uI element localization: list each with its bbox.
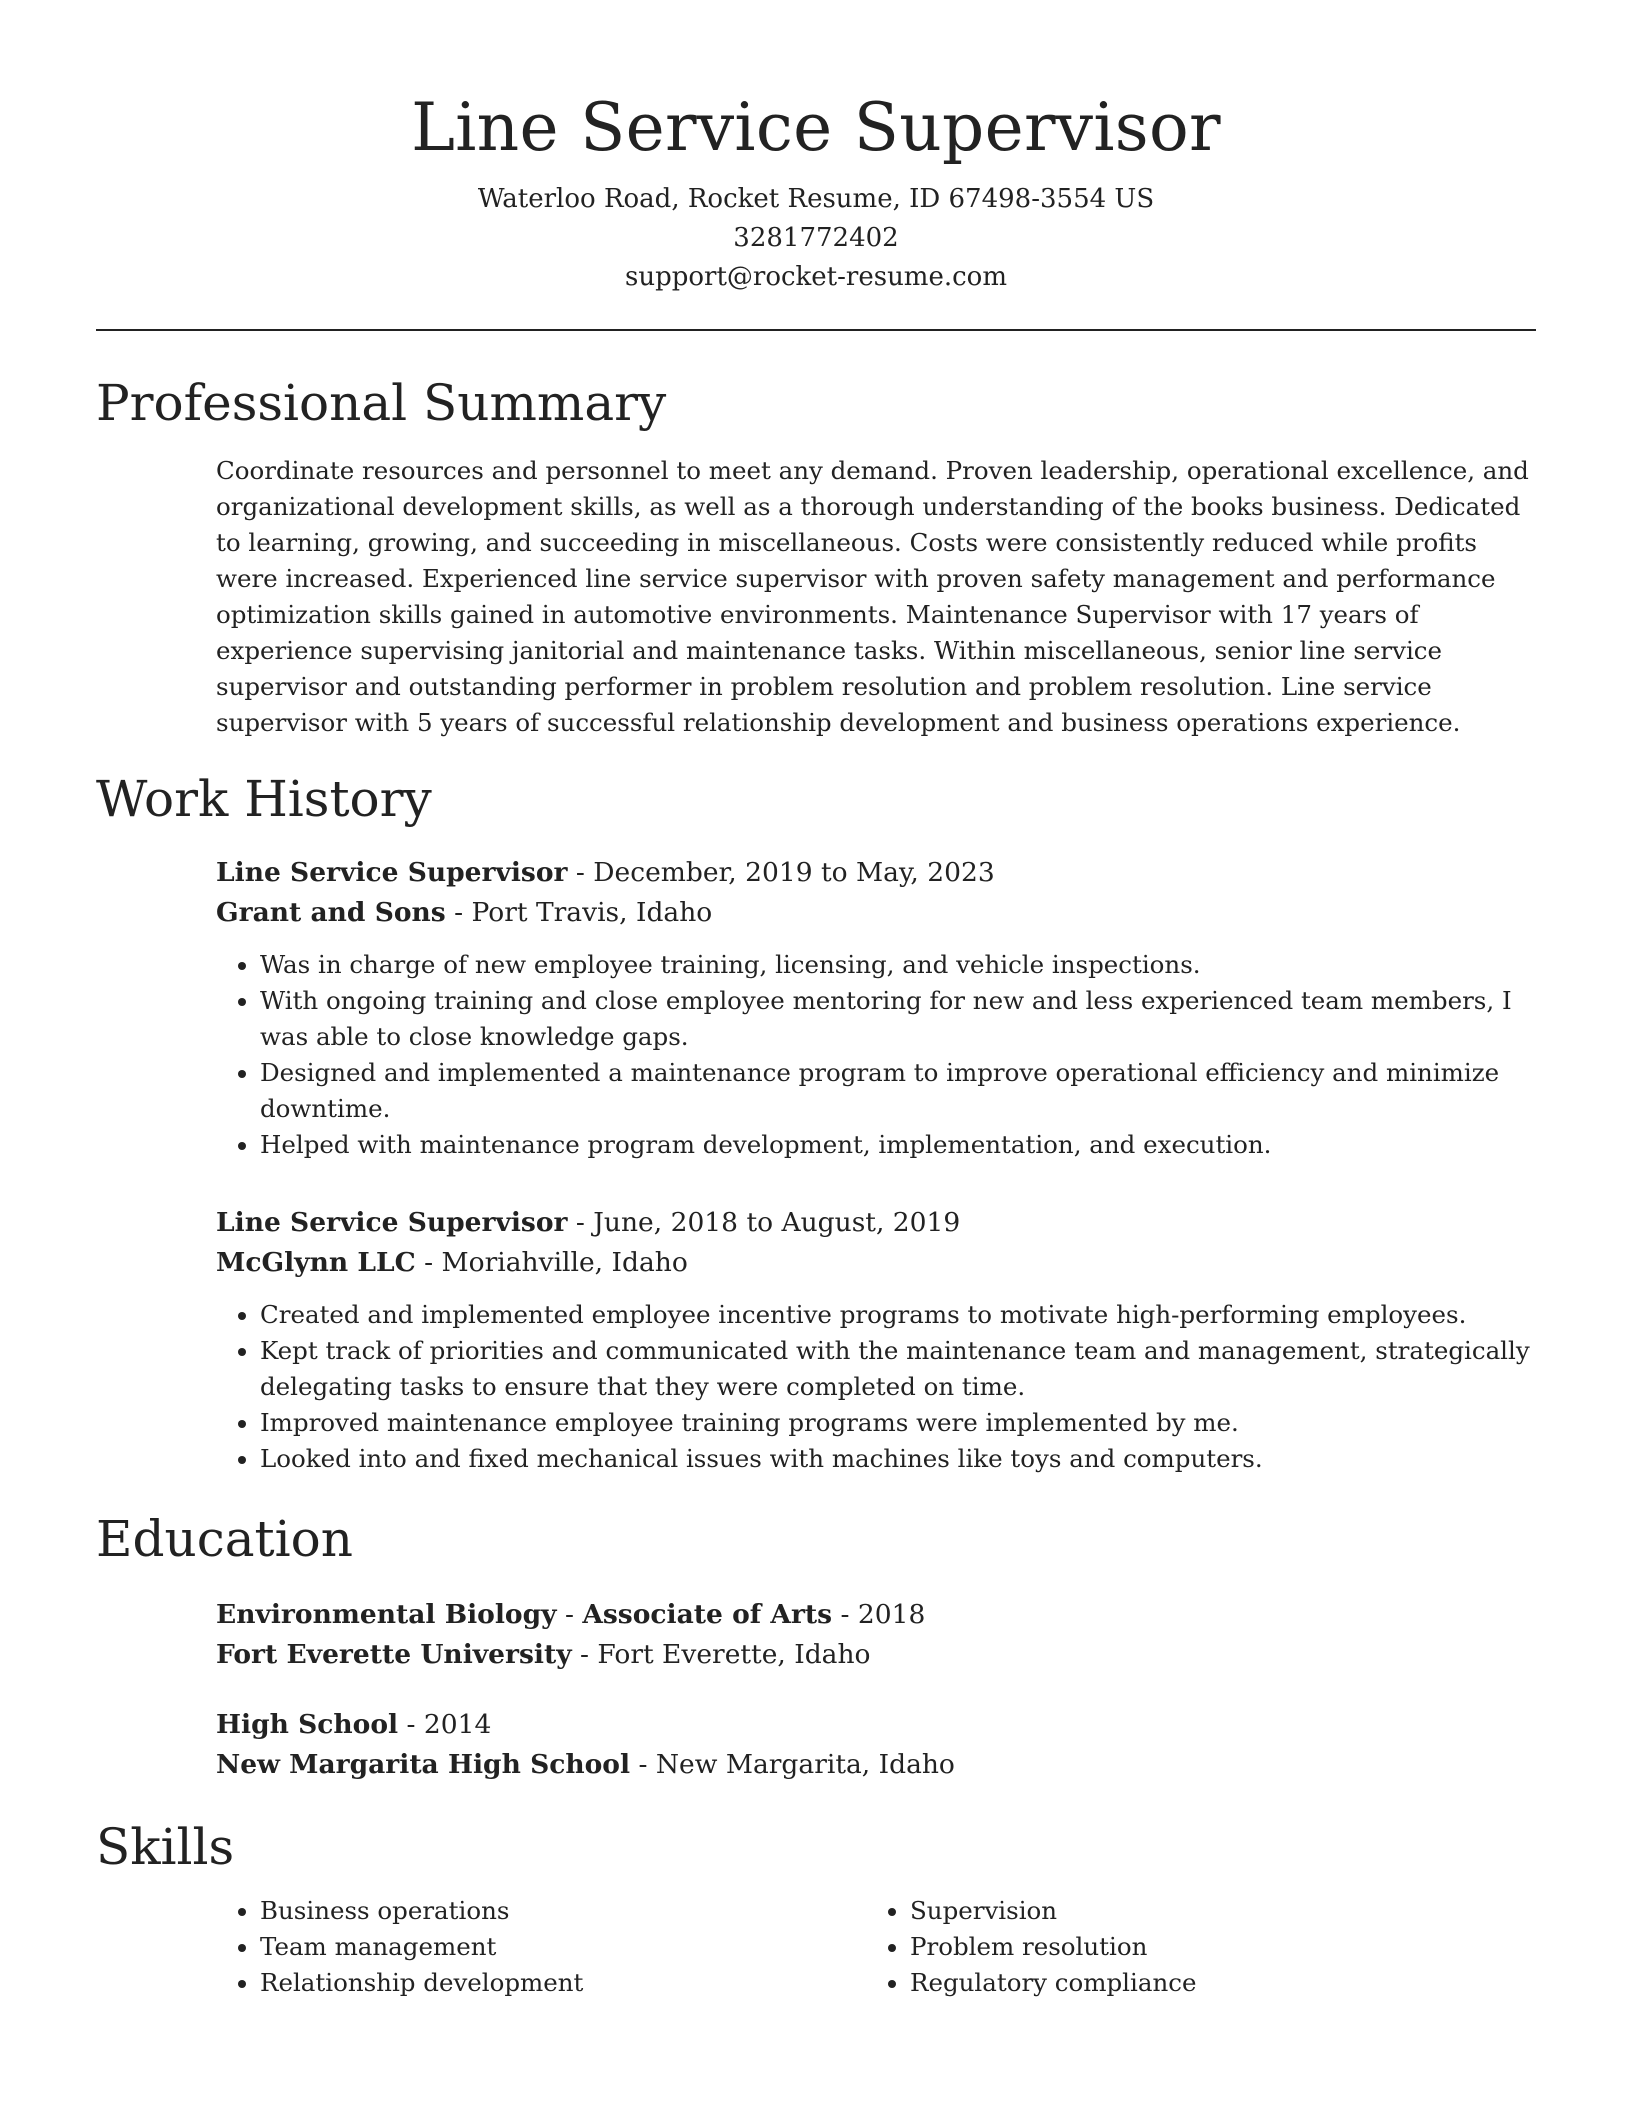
job-location: Moriahville, Idaho — [441, 1247, 688, 1278]
education-year: 2018 — [857, 1599, 926, 1630]
skills-section — [96, 1893, 1536, 2001]
job-position: Line Service Supervisor — [216, 1207, 568, 1238]
summary-text: Coordinate resources and personnel to meet any demand. Proven leadership, operational excellence, and organizational development skills, as well as a thorough understanding of the books business. Dedicated to learning, growing, and succeeding in miscellaneous. Costs were consistently reduced while profits were increased. Experienced line service supervisor with proven safety management and performance optimization skills gained in automotive environments. Maintenance Supervisor with 17 years of experience supervising janitorial and maintenance tasks. Within miscellaneous, senior line service supervisor and outstanding performer in problem resolution and problem resolution. Line service supervisor with 5 years of successful relationship development and business operations experience. — [216, 456, 1529, 737]
skills-list-left — [216, 1893, 866, 2001]
job-bullets — [216, 947, 1536, 1163]
education-section — [96, 1595, 1536, 1785]
resume-header — [96, 86, 1536, 297]
education-school-line — [216, 1745, 1536, 1785]
job-location: Port Travis, Idaho — [471, 897, 713, 928]
section-title-summary: Professional Summary — [96, 374, 667, 432]
education-field: Environmental Biology — [216, 1599, 557, 1630]
education-entry — [216, 1595, 1536, 1675]
education-school-line — [216, 1635, 1536, 1675]
education-degree: Associate of Arts — [582, 1599, 833, 1630]
job-company: McGlynn LLC — [216, 1247, 416, 1278]
job-bullets — [216, 1297, 1536, 1477]
skills-grid — [216, 1893, 1536, 2001]
education-year: 2014 — [423, 1709, 492, 1740]
job-company-line — [216, 893, 1536, 933]
separator: - — [556, 1599, 583, 1630]
list-item: • Was in charge of new employee training, licensing, and vehicle inspections. — [260, 947, 1536, 983]
education-school: New Margarita High School — [216, 1749, 631, 1780]
education-degree-line — [216, 1705, 1536, 1745]
summary-section — [96, 453, 1536, 741]
work-history-section — [96, 853, 1536, 1477]
separator: - — [398, 1709, 424, 1740]
section-title-work-history: Work History — [96, 770, 432, 828]
skill-item: • Relationship development — [260, 1965, 866, 2001]
job-dates: June, 2018 to August, 2019 — [593, 1207, 961, 1238]
list-item: • With ongoing training and close employee mentoring for new and less experienced team members, I was able to close knowledge gaps. — [260, 983, 1536, 1055]
list-item: • Created and implemented employee incentive programs to motivate high-performing employees. — [260, 1297, 1536, 1333]
job-company-line — [216, 1243, 1536, 1283]
list-item: • Designed and implemented a maintenance program to improve operational efficiency and minimize downtime. — [260, 1055, 1536, 1127]
skill-item: • Problem resolution — [910, 1929, 1536, 1965]
separator: - — [445, 897, 472, 928]
job-title-line — [216, 1203, 1536, 1243]
separator: - — [415, 1247, 442, 1278]
job-position: Line Service Supervisor — [216, 857, 568, 888]
contact-email: support@rocket-resume.com — [624, 262, 1007, 292]
education-location: New Margarita, Idaho — [655, 1749, 955, 1780]
candidate-name: Line Service Supervisor — [411, 89, 1221, 166]
education-degree: High School — [216, 1709, 399, 1740]
job-company: Grant and Sons — [216, 897, 446, 928]
separator: - — [832, 1599, 858, 1630]
job-entry — [216, 1203, 1536, 1477]
skill-item: • Business operations — [260, 1893, 866, 1929]
contact-phone: 3281772402 — [733, 223, 899, 253]
list-item: • Looked into and fixed mechanical issues with machines like toys and computers. — [260, 1441, 1536, 1477]
separator: - — [567, 1207, 594, 1238]
separator: - — [567, 857, 594, 888]
job-entry — [216, 853, 1536, 1163]
contact-address: Waterloo Road, Rocket Resume, ID 67498-3554 US — [477, 184, 1155, 214]
skill-item: • Supervision — [910, 1893, 1536, 1929]
section-title-skills: Skills — [96, 1818, 235, 1876]
skill-item: • Team management — [260, 1929, 866, 1965]
education-degree-line — [216, 1595, 1536, 1635]
list-item: • Helped with maintenance program development, implementation, and execution. — [260, 1127, 1536, 1163]
header-divider — [96, 329, 1536, 331]
skills-list-right — [866, 1893, 1536, 2001]
education-entry — [216, 1705, 1536, 1785]
job-dates: December, 2019 to May, 2023 — [593, 857, 995, 888]
separator: - — [630, 1749, 656, 1780]
list-item: • Improved maintenance employee training programs were implemented by me. — [260, 1405, 1536, 1441]
education-school: Fort Everette University — [216, 1639, 572, 1670]
section-title-education: Education — [96, 1510, 353, 1568]
skill-item: • Regulatory compliance — [910, 1965, 1536, 2001]
contact-block — [96, 180, 1536, 297]
list-item: • Kept track of priorities and communicated with the maintenance team and management, strategically delegating tasks to ensure that they were completed on time. — [260, 1333, 1536, 1405]
education-location: Fort Everette, Idaho — [597, 1639, 871, 1670]
separator: - — [571, 1639, 598, 1670]
job-title-line — [216, 853, 1536, 893]
